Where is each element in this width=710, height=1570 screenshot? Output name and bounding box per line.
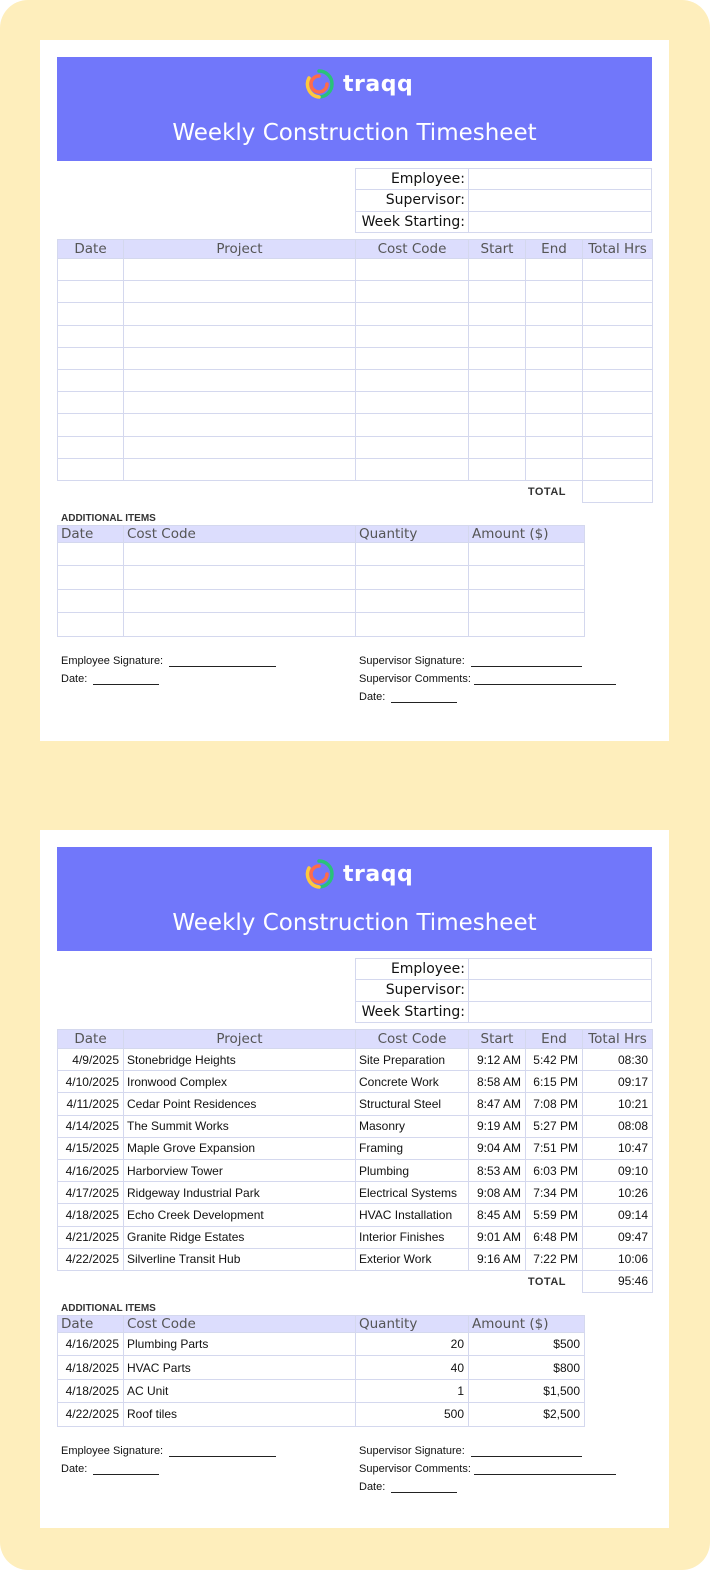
supervisor-signature-label: Supervisor Signature: [359,655,465,667]
col-start: Start [469,1030,526,1049]
total-hrs-cell[interactable] [583,436,653,458]
end-cell[interactable]: 5:27 PM [526,1115,583,1137]
additional-header-row [58,1316,585,1333]
date-line[interactable] [391,693,457,703]
col-cost-code: Cost Code [356,240,469,259]
table-row [58,414,653,436]
page-title: Weekly Construction Timesheet [172,910,537,936]
employee-signature[interactable] [61,1445,276,1457]
cost-code-cell[interactable] [356,303,469,325]
total-hrs-cell[interactable]: 09:17 [583,1071,653,1093]
start-cell[interactable] [469,458,526,480]
date-cell[interactable]: 4/16/2025 [58,1333,124,1356]
employee-info-table [355,168,652,233]
amount-cell[interactable] [469,613,585,636]
table-row [58,589,585,612]
project-cell[interactable] [124,347,356,369]
date-cell[interactable]: 4/11/2025 [58,1093,124,1115]
amount-cell[interactable]: $1,500 [469,1379,585,1402]
start-cell[interactable] [469,281,526,303]
date-cell[interactable] [58,392,124,414]
end-cell[interactable] [526,392,583,414]
total-value [583,480,653,502]
supervisor-comments[interactable] [359,1463,616,1475]
total-hrs-cell[interactable] [583,325,653,347]
end-cell[interactable] [526,347,583,369]
cost-code-cell[interactable] [124,613,356,636]
date-cell[interactable]: 4/18/2025 [58,1356,124,1379]
supervisor-signature-label: Supervisor Signature: [359,1445,465,1457]
employee-label: Employee: [356,169,469,190]
date-cell[interactable] [58,436,124,458]
end-cell[interactable] [526,436,583,458]
date-cell[interactable] [58,414,124,436]
comments-line[interactable] [474,675,616,685]
col-date: Date [58,1030,124,1049]
end-cell[interactable]: 7:22 PM [526,1248,583,1270]
week-starting-label: Week Starting: [356,211,469,232]
traqq-logo-icon [303,68,335,100]
signature-line[interactable] [169,657,276,667]
cost-code-cell[interactable]: Interior Finishes [356,1226,469,1248]
traqq-logo [303,854,413,894]
date-cell[interactable] [58,369,124,391]
traqq-logo [303,64,413,104]
total-hrs-cell[interactable]: 09:14 [583,1204,653,1226]
project-cell[interactable]: The Summit Works [124,1115,356,1137]
project-cell[interactable] [124,392,356,414]
start-cell[interactable]: 9:12 AM [469,1049,526,1071]
table-row [58,259,653,281]
cost-code-cell[interactable] [356,281,469,303]
additional-items-table [57,525,585,637]
cost-code-cell[interactable] [356,347,469,369]
project-cell[interactable]: Harborview Tower [124,1159,356,1181]
cost-code-cell[interactable]: HVAC Parts [124,1356,356,1379]
start-cell[interactable] [469,303,526,325]
table-row [58,281,653,303]
col-total-hrs: Total Hrs [583,1030,653,1049]
cost-code-cell[interactable]: Roof tiles [124,1403,356,1426]
total-hrs-cell[interactable] [583,369,653,391]
project-cell[interactable] [124,259,356,281]
table-row [58,1356,585,1379]
start-cell[interactable] [469,259,526,281]
cost-code-cell[interactable] [356,325,469,347]
cost-code-cell[interactable]: Plumbing Parts [124,1333,356,1356]
amount-cell[interactable] [469,543,585,566]
project-cell[interactable] [124,436,356,458]
col-cost-code: Cost Code [356,1030,469,1049]
table-row [58,1248,653,1270]
end-cell[interactable] [526,303,583,325]
week-starting-field[interactable] [469,1001,652,1022]
date-cell[interactable] [58,281,124,303]
date-cell[interactable]: 4/21/2025 [58,1226,124,1248]
quantity-cell[interactable]: 20 [356,1333,469,1356]
table-row [58,613,585,636]
supervisor-signature[interactable] [359,655,582,667]
date-label: Date: [359,691,386,703]
timesheet-filled [40,830,669,1528]
end-cell[interactable] [526,458,583,480]
total-label: TOTAL [527,1275,566,1288]
total-hrs-cell[interactable]: 10:26 [583,1182,653,1204]
start-cell[interactable]: 9:04 AM [469,1137,526,1159]
hours-table [57,1029,653,1293]
quantity-cell[interactable]: 500 [356,1403,469,1426]
table-row [58,1226,653,1248]
quantity-cell[interactable] [356,566,469,589]
start-cell[interactable]: 8:47 AM [469,1093,526,1115]
additional-items-label: ADDITIONAL ITEMS [61,513,156,524]
col-end: End [526,240,583,259]
date-line[interactable] [93,1465,159,1475]
total-hrs-cell[interactable] [583,281,653,303]
table-row [58,1379,585,1402]
total-row [58,1270,653,1292]
table-row [58,436,653,458]
amount-cell[interactable]: $800 [469,1356,585,1379]
table-row [58,369,653,391]
project-cell[interactable] [124,303,356,325]
total-row [58,480,653,502]
date-cell[interactable] [58,543,124,566]
end-cell[interactable] [526,369,583,391]
cost-code-cell[interactable]: HVAC Installation [356,1204,469,1226]
hours-header-row [58,1030,653,1049]
date-line[interactable] [391,1483,457,1493]
cost-code-cell[interactable] [124,589,356,612]
col-project: Project [124,240,356,259]
table-row [58,1182,653,1204]
employee-signature-label: Employee Signature: [61,655,164,667]
col-cost-code: Cost Code [124,526,356,543]
supervisor-date[interactable] [359,691,457,703]
quantity-cell[interactable] [356,543,469,566]
table-row [58,392,653,414]
date-cell[interactable]: 4/15/2025 [58,1137,124,1159]
cost-code-cell[interactable] [356,414,469,436]
start-cell[interactable] [469,369,526,391]
cost-code-cell[interactable] [356,436,469,458]
employee-field[interactable] [469,169,652,190]
date-label: Date: [61,1463,88,1475]
total-hrs-cell[interactable] [583,303,653,325]
supervisor-label: Supervisor: [356,190,469,211]
total-hrs-cell[interactable] [583,347,653,369]
project-cell[interactable]: Maple Grove Expansion [124,1137,356,1159]
date-cell[interactable]: 4/16/2025 [58,1159,124,1181]
amount-cell[interactable]: $500 [469,1333,585,1356]
total-hrs-cell[interactable] [583,392,653,414]
col-date: Date [58,526,124,543]
start-cell[interactable]: 9:08 AM [469,1182,526,1204]
start-cell[interactable] [469,347,526,369]
start-cell[interactable]: 9:19 AM [469,1115,526,1137]
cost-code-cell[interactable]: Exterior Work [356,1248,469,1270]
date-cell[interactable]: 4/14/2025 [58,1115,124,1137]
date-cell[interactable] [58,259,124,281]
signature-line[interactable] [169,1447,276,1457]
start-cell[interactable]: 8:58 AM [469,1071,526,1093]
end-cell[interactable]: 6:15 PM [526,1071,583,1093]
project-cell[interactable]: Cedar Point Residences [124,1093,356,1115]
project-cell[interactable] [124,325,356,347]
col-cost-code: Cost Code [124,1316,356,1333]
table-row [58,347,653,369]
col-date: Date [58,1316,124,1333]
quantity-cell[interactable] [356,613,469,636]
table-row [58,1093,653,1115]
cost-code-cell[interactable]: Plumbing [356,1159,469,1181]
employee-field[interactable] [469,959,652,980]
table-row [58,1071,653,1093]
start-cell[interactable] [469,436,526,458]
cost-code-cell[interactable]: Framing [356,1137,469,1159]
quantity-cell[interactable] [356,589,469,612]
end-cell[interactable]: 6:03 PM [526,1159,583,1181]
cost-code-cell[interactable]: Structural Steel [356,1093,469,1115]
total-hrs-cell[interactable]: 10:21 [583,1093,653,1115]
end-cell[interactable]: 5:59 PM [526,1204,583,1226]
date-cell[interactable] [58,566,124,589]
date-cell[interactable]: 4/17/2025 [58,1182,124,1204]
cost-code-cell[interactable] [356,458,469,480]
end-cell[interactable]: 5:42 PM [526,1049,583,1071]
table-row [58,1137,653,1159]
project-cell[interactable] [124,281,356,303]
end-cell[interactable]: 7:34 PM [526,1182,583,1204]
employee-label: Employee: [356,959,469,980]
table-row [58,1159,653,1181]
date-cell[interactable]: 4/18/2025 [58,1379,124,1402]
table-row [58,1403,585,1426]
timesheet-blank [40,40,669,741]
table-row [58,543,585,566]
employee-signature-label: Employee Signature: [61,1445,164,1457]
supervisor-field[interactable] [469,980,652,1001]
signature-line[interactable] [471,1447,582,1457]
supervisor-comments[interactable] [359,673,616,685]
cost-code-cell[interactable]: Electrical Systems [356,1182,469,1204]
logo-text: traqq [343,861,414,887]
date-cell[interactable]: 4/9/2025 [58,1049,124,1071]
traqq-logo-icon [303,858,335,890]
cost-code-cell[interactable] [124,566,356,589]
cost-code-cell[interactable] [356,259,469,281]
total-hrs-cell[interactable]: 09:47 [583,1226,653,1248]
project-cell[interactable]: Echo Creek Development [124,1204,356,1226]
start-cell[interactable]: 8:53 AM [469,1159,526,1181]
col-quantity: Quantity [356,1316,469,1333]
table-row [58,1049,653,1071]
quantity-cell[interactable]: 1 [356,1379,469,1402]
signature-line[interactable] [471,657,582,667]
employee-info-table [355,958,652,1023]
date-cell[interactable] [58,325,124,347]
additional-items-table [57,1315,585,1427]
total-value: 95:46 [583,1270,653,1292]
cost-code-cell[interactable]: AC Unit [124,1379,356,1402]
supervisor-date[interactable] [359,1481,457,1493]
start-cell[interactable]: 9:16 AM [469,1248,526,1270]
amount-cell[interactable] [469,589,585,612]
date-cell[interactable] [58,458,124,480]
cost-code-cell[interactable] [124,543,356,566]
date-cell[interactable] [58,347,124,369]
employee-signature[interactable] [61,655,276,667]
project-cell[interactable]: Silverline Transit Hub [124,1248,356,1270]
total-hrs-cell[interactable]: 10:06 [583,1248,653,1270]
cost-code-cell[interactable]: Concrete Work [356,1071,469,1093]
total-hrs-cell[interactable]: 10:47 [583,1137,653,1159]
hours-header-row [58,240,653,259]
table-row [58,458,653,480]
total-hrs-cell[interactable] [583,259,653,281]
employee-date[interactable] [61,1463,159,1475]
end-cell[interactable] [526,414,583,436]
end-cell[interactable]: 7:51 PM [526,1137,583,1159]
week-starting-label: Week Starting: [356,1001,469,1022]
cost-code-cell[interactable]: Masonry [356,1115,469,1137]
date-cell[interactable] [58,303,124,325]
quantity-cell[interactable]: 40 [356,1356,469,1379]
end-cell[interactable] [526,259,583,281]
table-row [58,325,653,347]
end-cell[interactable] [526,281,583,303]
cost-code-cell[interactable] [356,369,469,391]
col-date: Date [58,240,124,259]
project-cell[interactable]: Ironwood Complex [124,1071,356,1093]
date-cell[interactable]: 4/10/2025 [58,1071,124,1093]
col-quantity: Quantity [356,526,469,543]
col-end: End [526,1030,583,1049]
start-cell[interactable]: 8:45 AM [469,1204,526,1226]
project-cell[interactable] [124,369,356,391]
start-cell[interactable]: 9:01 AM [469,1226,526,1248]
date-label: Date: [61,673,88,685]
total-hrs-cell[interactable] [583,458,653,480]
total-hrs-cell[interactable]: 08:08 [583,1115,653,1137]
start-cell[interactable] [469,392,526,414]
col-total-hrs: Total Hrs [583,240,653,259]
date-label: Date: [359,1481,386,1493]
col-project: Project [124,1030,356,1049]
additional-header-row [58,526,585,543]
page-title: Weekly Construction Timesheet [172,120,537,146]
cost-code-cell[interactable] [356,392,469,414]
logo-text: traqq [343,71,414,97]
hours-table [57,239,653,503]
header-banner [57,847,652,951]
end-cell[interactable]: 6:48 PM [526,1226,583,1248]
supervisor-comments-label: Supervisor Comments: [359,673,471,685]
start-cell[interactable] [469,414,526,436]
total-hrs-cell[interactable] [583,414,653,436]
date-cell[interactable] [58,589,124,612]
total-label: TOTAL [527,485,566,498]
project-cell[interactable]: Stonebridge Heights [124,1049,356,1071]
supervisor-label: Supervisor: [356,980,469,1001]
date-line[interactable] [93,675,159,685]
end-cell[interactable]: 7:08 PM [526,1093,583,1115]
project-cell[interactable]: Granite Ridge Estates [124,1226,356,1248]
table-row [58,1115,653,1137]
amount-cell[interactable] [469,566,585,589]
additional-items-label: ADDITIONAL ITEMS [61,1303,156,1314]
amount-cell[interactable]: $2,500 [469,1403,585,1426]
start-cell[interactable] [469,325,526,347]
project-cell[interactable] [124,414,356,436]
supervisor-signature[interactable] [359,1445,582,1457]
date-cell[interactable]: 4/22/2025 [58,1403,124,1426]
table-row [58,1204,653,1226]
date-cell[interactable]: 4/22/2025 [58,1248,124,1270]
date-cell[interactable]: 4/18/2025 [58,1204,124,1226]
comments-line[interactable] [474,1465,616,1475]
table-row [58,566,585,589]
total-hrs-cell[interactable]: 09:10 [583,1159,653,1181]
table-row [58,1333,585,1356]
week-starting-field[interactable] [469,211,652,232]
col-amount: Amount ($) [469,1316,585,1333]
col-amount: Amount ($) [469,526,585,543]
col-start: Start [469,240,526,259]
date-cell[interactable] [58,613,124,636]
header-banner [57,57,652,161]
project-cell[interactable] [124,458,356,480]
table-row [58,303,653,325]
project-cell[interactable]: Ridgeway Industrial Park [124,1182,356,1204]
employee-date[interactable] [61,673,159,685]
supervisor-comments-label: Supervisor Comments: [359,1463,471,1475]
supervisor-field[interactable] [469,190,652,211]
total-hrs-cell[interactable]: 08:30 [583,1049,653,1071]
end-cell[interactable] [526,325,583,347]
cost-code-cell[interactable]: Site Preparation [356,1049,469,1071]
